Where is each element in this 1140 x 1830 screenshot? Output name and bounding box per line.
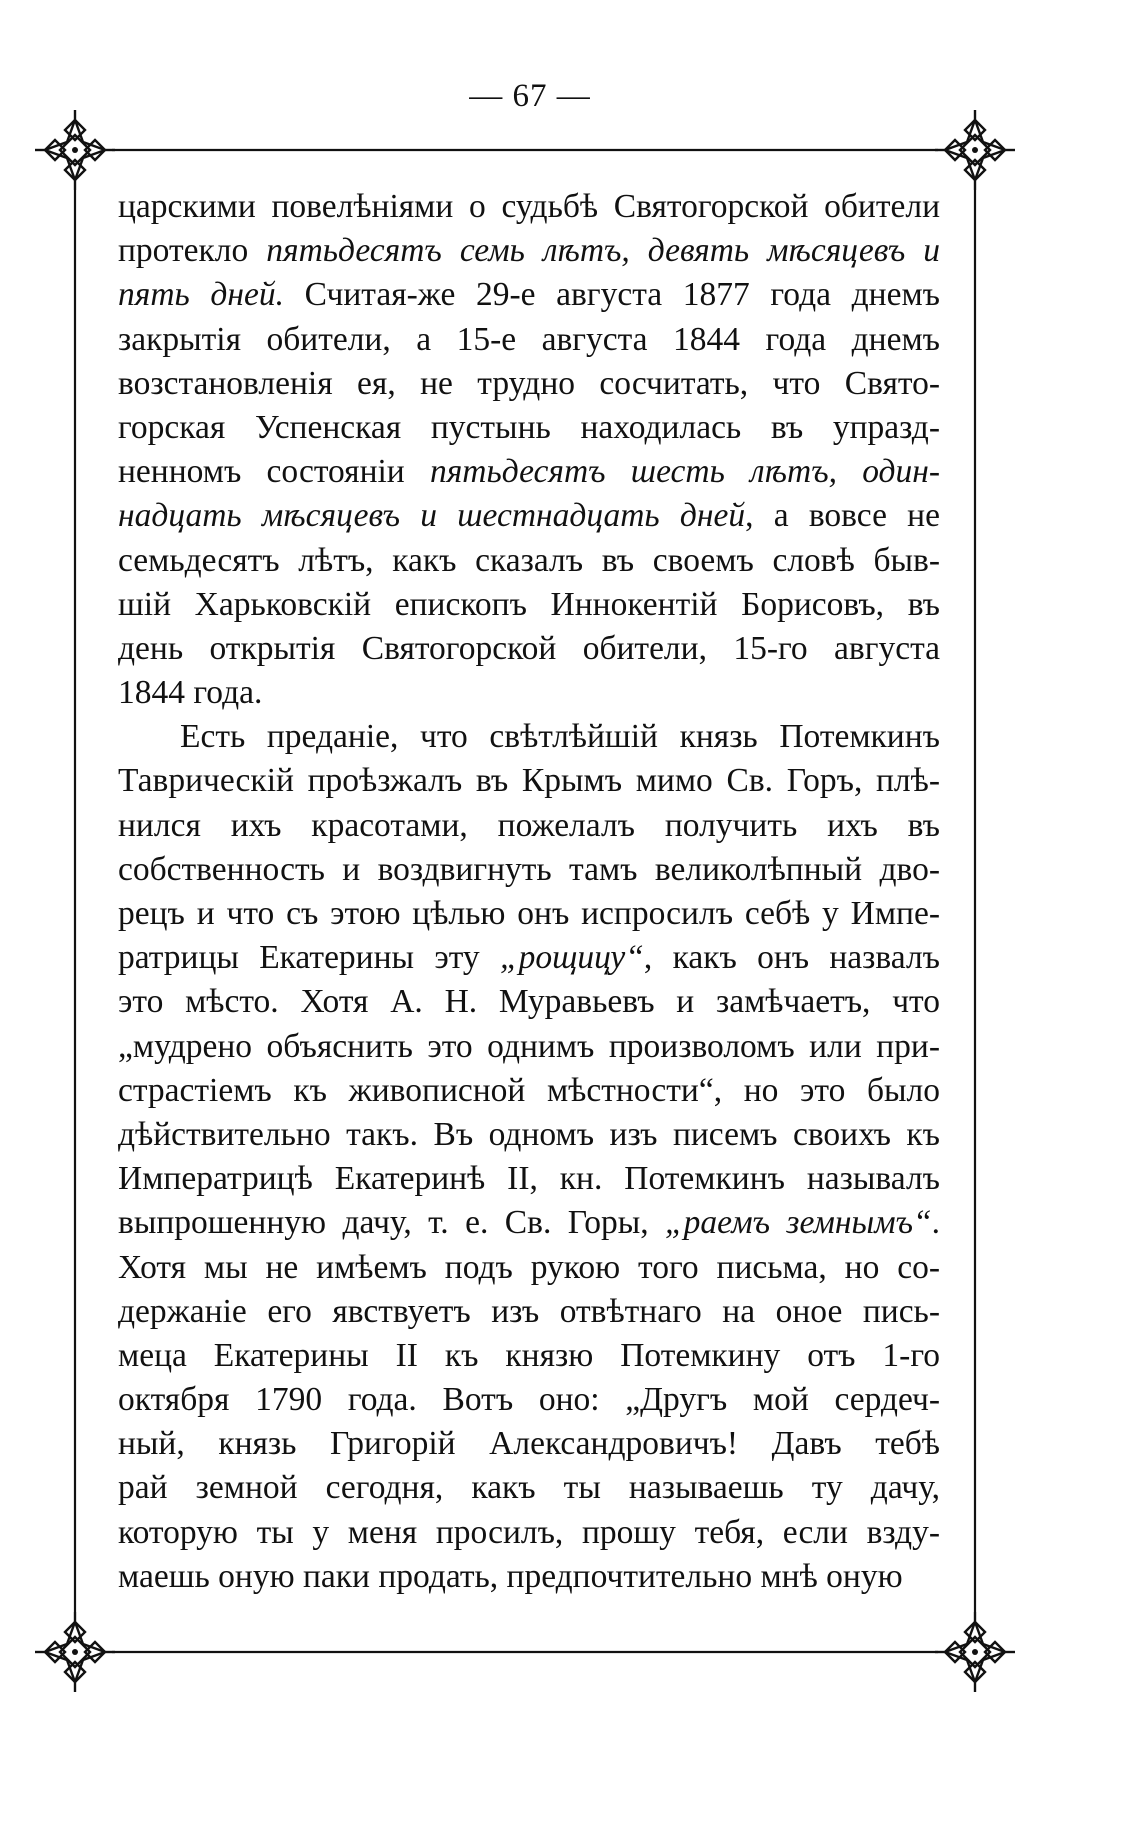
text-line: [118, 1025, 940, 1069]
text-line: [118, 759, 940, 803]
text-run: рай земной сегодня, какъ ты называешь ту дачу,: [118, 1469, 940, 1507]
text-run: это мѣсто. Хотя А. Н. Муравьевъ и замѣчаетъ, что: [118, 983, 940, 1021]
text-line: [118, 273, 940, 317]
text-run: октября 1790 года. Вотъ оно: „Другъ мой сердеч-: [118, 1381, 940, 1419]
text-run: держаніе его явствуетъ изъ отвѣтнаго на оное пись-: [118, 1292, 940, 1330]
text-line: [118, 539, 940, 583]
italic-text: пять дней.: [118, 276, 284, 314]
text-line: [118, 1334, 940, 1378]
text-run: .: [931, 1204, 940, 1242]
text-line: [118, 1422, 940, 1466]
text-run: день открытія Святогорской обители, 15-го августа: [118, 629, 940, 667]
text-line: [118, 1201, 940, 1245]
text-run: Считая-же 29-е августа 1877 года днемъ: [283, 276, 940, 314]
italic-text: пятьдесятъ семь лѣтъ, девять мѣсяцевъ и: [266, 232, 940, 270]
text-run: шій Харьковскій епископъ Иннокентій Борисовъ, въ: [118, 585, 940, 623]
corner-ornament-top-right: [935, 110, 1015, 190]
text-line: [118, 229, 940, 273]
text-line: [118, 936, 940, 980]
text-line: [118, 1113, 940, 1157]
text-run: царскими повелѣніями о судьбѣ Святогорской обители: [118, 188, 940, 225]
text-run: меца Екатерины II къ князю Потемкину отъ 1-го: [118, 1336, 940, 1374]
text-run: протекло: [118, 232, 267, 270]
corner-ornament-top-left: [35, 110, 115, 190]
text-run: , а вовсе не: [745, 497, 940, 535]
text-line: [118, 450, 940, 494]
text-line: [118, 406, 940, 450]
text-line: [118, 804, 940, 848]
text-line: [118, 494, 940, 538]
text-run: страстіемъ къ живописной мѣстности“, но это было: [118, 1071, 940, 1109]
text-line: [118, 1157, 940, 1201]
text-run: дѣйствительно такъ. Въ одномъ изъ писемъ своихъ къ: [118, 1115, 940, 1153]
text-line: [118, 1069, 940, 1113]
text-line: [118, 1290, 940, 1334]
corner-ornament-bottom-right: [935, 1612, 1015, 1692]
text-line: [118, 980, 940, 1024]
text-run: горская Успенская пустынь находилась въ упразд-: [118, 408, 940, 446]
body-text: [118, 185, 940, 1599]
text-run: собственность и воздвигнуть тамъ великолѣпный дво-: [118, 850, 940, 888]
text-run: рецъ и что съ этою цѣлью онъ испросилъ себѣ у Импе-: [118, 895, 940, 932]
text-run: Таврическій проѣзжалъ въ Крымъ мимо Св. Горъ, плѣ-: [118, 762, 940, 800]
text-run: Императрицѣ Екатеринѣ II, кн. Потемкинъ называлъ: [118, 1160, 940, 1198]
text-run: , какъ онъ назвалъ: [643, 939, 940, 977]
text-run: выпрошенную дачу, т. е. Св. Горы,: [118, 1204, 666, 1242]
text-line: [118, 1378, 940, 1422]
italic-text: „раемъ земнымъ“: [665, 1204, 932, 1242]
corner-ornament-bottom-left: [35, 1612, 115, 1692]
text-run: семьдесятъ лѣтъ, какъ сказалъ въ своемъ словѣ быв-: [118, 541, 940, 579]
text-run: ный, князь Григорій Александровичъ! Давъ тебѣ: [118, 1425, 940, 1463]
text-line: [118, 892, 940, 936]
text-run: ненномъ состояніи: [118, 453, 430, 491]
italic-text: пятьдесятъ шесть лѣтъ, один-: [429, 453, 940, 491]
text-line: [118, 1511, 940, 1555]
text-line: [118, 671, 940, 715]
text-line: [118, 848, 940, 892]
text-run: которую ты у меня просилъ, прошу тебя, если взду-: [118, 1513, 940, 1551]
text-line: [118, 715, 940, 759]
text-run: 1844 года.: [118, 674, 263, 712]
text-run: ратрицы Екатерины эту: [118, 939, 500, 977]
text-run: закрытія обители, а 15-е августа 1844 года днемъ: [118, 320, 940, 358]
text-line: [118, 583, 940, 627]
text-run: Хотя мы не имѣемъ подъ рукою того письма, но со-: [118, 1248, 940, 1286]
italic-text: „рощицу“: [499, 939, 644, 977]
text-line: [118, 1466, 940, 1510]
text-line: [118, 1555, 940, 1599]
text-line: [118, 362, 940, 406]
text-run: нился ихъ красотами, пожелалъ получить ихъ въ: [118, 806, 940, 844]
text-line: [118, 318, 940, 362]
text-line: [118, 185, 940, 229]
text-run: „мудрено объяснить это однимъ произволомъ или при-: [118, 1027, 940, 1065]
text-line: [118, 1246, 940, 1290]
text-run: Есть преданіе, что свѣтлѣйшій князь Потемкинъ: [180, 718, 940, 756]
italic-text: надцать мѣсяцевъ и шестнадцать дней: [118, 497, 746, 535]
text-run: возстановленія ея, не трудно сосчитать, что Свято-: [118, 364, 940, 402]
page-number: — 67 —: [469, 78, 591, 114]
text-line: [118, 627, 940, 671]
text-run: маешь оную паки продать, предпочтительно мнѣ оную: [118, 1557, 903, 1595]
